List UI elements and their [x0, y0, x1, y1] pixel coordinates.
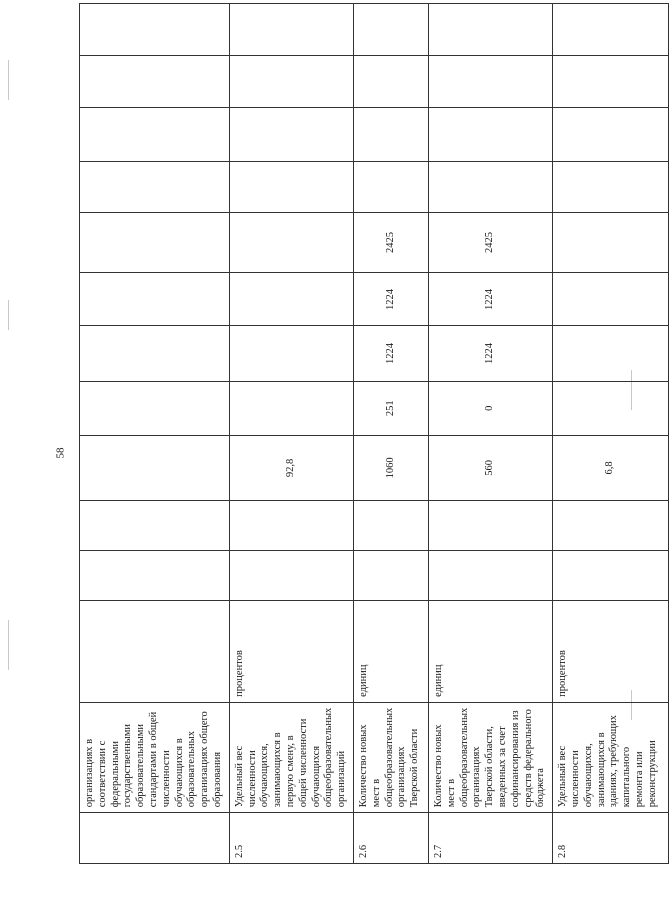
value-cell: 560 [428, 435, 552, 500]
indicator-name: Количество новых мест в общеобразовательных организациях Тверской области [353, 702, 428, 812]
value-cell [229, 161, 353, 212]
row-number: 2.7 [428, 813, 552, 864]
value-cell: 1224 [428, 273, 552, 326]
value-cell: 251 [353, 381, 428, 435]
value-cell [553, 501, 669, 551]
row-number: 2.5 [229, 813, 353, 864]
table-row [428, 4, 552, 864]
value-cell [428, 107, 552, 161]
value-cell: 2425 [353, 212, 428, 273]
value-cell [229, 273, 353, 326]
table-row [229, 4, 353, 864]
value-cell [229, 550, 353, 601]
scan-artifact [8, 60, 9, 100]
indicator-name: Удельный вес численности обучающихся, занимающихся в первую смену, в общей численности обучающихся общеобразовательных организаций [229, 702, 353, 812]
value-cell [553, 550, 669, 601]
value-cell: 1224 [353, 273, 428, 326]
value-cell: 6,8 [553, 435, 669, 500]
value-cell [80, 550, 230, 601]
value-cell [80, 435, 230, 500]
table-row [553, 4, 669, 864]
row-number [80, 813, 230, 864]
unit-cell: единиц [353, 601, 428, 702]
value-cell [428, 161, 552, 212]
value-cell [80, 107, 230, 161]
rotated-table-sheet [79, 3, 658, 864]
value-cell [80, 161, 230, 212]
scan-artifact [8, 620, 9, 670]
scan-artifact [8, 300, 9, 330]
value-cell [229, 381, 353, 435]
indicator-name: Удельный вес численности обучающихся, занимающихся в зданиях, требующих капитального ремонта или реконструкции [553, 702, 669, 812]
value-cell [553, 161, 669, 212]
value-cell [553, 212, 669, 273]
value-cell [229, 4, 353, 56]
value-cell [80, 4, 230, 56]
value-cell: 1224 [428, 326, 552, 381]
value-cell [229, 55, 353, 107]
unit-cell: единиц [428, 601, 552, 702]
value-cell [553, 273, 669, 326]
row-number: 2.6 [353, 813, 428, 864]
indicator-name: Количество новых мест в общеобразовательных организациях Тверской области, введенных за счет софинансирования из средств федерального бюджета [428, 702, 552, 812]
value-cell [428, 55, 552, 107]
value-cell: 2425 [428, 212, 552, 273]
value-cell [553, 381, 669, 435]
value-cell: 92,8 [229, 435, 353, 500]
value-cell [229, 212, 353, 273]
value-cell: 1060 [353, 435, 428, 500]
value-cell [553, 55, 669, 107]
indicators-table [79, 3, 669, 864]
value-cell [553, 326, 669, 381]
unit-cell: процентов [229, 601, 353, 702]
value-cell [80, 212, 230, 273]
value-cell [553, 107, 669, 161]
value-cell [80, 381, 230, 435]
value-cell [80, 273, 230, 326]
value-cell: 1224 [353, 326, 428, 381]
value-cell [353, 550, 428, 601]
indicator-name: организациях в соответствии с федеральными государственными образовательными стандартами в общей численности обучающихся в образовательных организациях общего образования [80, 702, 230, 812]
value-cell [353, 107, 428, 161]
value-cell [353, 161, 428, 212]
table-row [80, 4, 230, 864]
value-cell [229, 107, 353, 161]
unit-cell: процентов [553, 601, 669, 702]
value-cell [229, 501, 353, 551]
value-cell [80, 326, 230, 381]
value-cell [553, 4, 669, 56]
value-cell [353, 501, 428, 551]
unit-cell [80, 601, 230, 702]
value-cell [353, 4, 428, 56]
value-cell [229, 326, 353, 381]
value-cell [428, 550, 552, 601]
value-cell [80, 501, 230, 551]
value-cell [80, 55, 230, 107]
value-cell [353, 55, 428, 107]
page-number: 58 [54, 447, 67, 459]
value-cell [428, 501, 552, 551]
table-row [353, 4, 428, 864]
value-cell [428, 4, 552, 56]
row-number: 2.8 [553, 813, 669, 864]
value-cell: 0 [428, 381, 552, 435]
